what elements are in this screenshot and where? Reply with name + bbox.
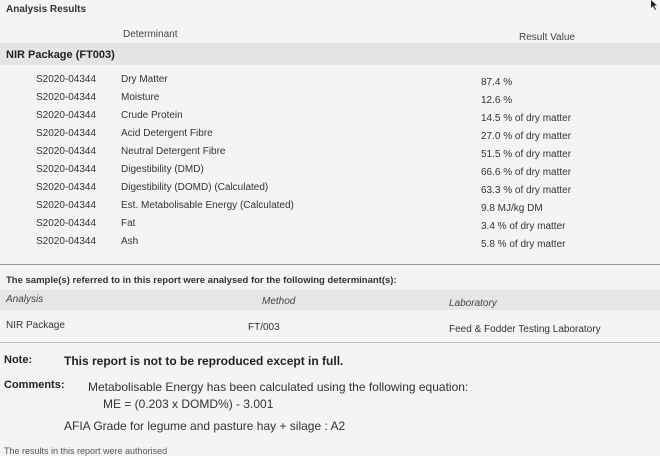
comments-equation: ME = (0.203 x DOMD%) - 3.001 [103,397,274,411]
result-value: 14.5 % of dry matter [481,113,572,124]
sample-id: S2020-04344 [36,236,97,247]
comments-grade: AFIA Grade for legume and pasture hay + silage : A2 [64,419,346,433]
note-text: This report is not to be reproduced except in full. [64,354,344,368]
determinant-name: Est. Metabolisable Energy (Calculated) [121,200,294,211]
determinant-name: Digestibility (DOMD) (Calculated) [121,182,269,193]
determinant-name: Ash [121,236,139,247]
result-row [0,92,660,110]
sample-id: S2020-04344 [36,164,97,175]
column-header-determinant: Determinant [123,29,178,40]
mouse-cursor-icon [650,0,660,10]
determinant-name: Moisture [121,92,160,103]
sample-id: S2020-04344 [36,74,97,85]
result-row [0,200,660,218]
result-row [0,74,660,92]
result-row [0,128,660,146]
result-row [0,182,660,200]
determinant-name: Dry Matter [121,74,168,85]
result-value: 9.8 MJ/kg DM [481,203,543,214]
result-value: 63.3 % of dry matter [481,185,572,196]
analysis-header-band [0,290,660,310]
package-title: NIR Package (FT003) [6,49,115,61]
footer-text: The results in this report were authorised [4,446,168,456]
result-value: 12.6 % [481,95,513,106]
determinant-name: Fat [121,218,136,229]
result-value: 66.6 % of dry matter [481,167,572,178]
sample-id: S2020-04344 [36,218,97,229]
result-value: 51.5 % of dry matter [481,149,572,160]
determinant-name: Neutral Detergent Fibre [121,146,226,157]
analysis-value: NIR Package [6,320,65,331]
sample-id: S2020-04344 [36,146,97,157]
sample-id: S2020-04344 [36,182,97,193]
analysis-header: Analysis [6,294,44,305]
determinant-name: Crude Protein [121,110,183,121]
method-header: Method [262,296,296,307]
result-row [0,110,660,128]
sample-id: S2020-04344 [36,200,97,211]
comments-label: Comments: [4,379,65,391]
result-value: 87.4 % [481,77,513,88]
result-value: 27.0 % of dry matter [481,131,572,142]
comments-text: Metabolisable Energy has been calculated using the following equation: [88,380,469,394]
result-row [0,218,660,236]
sample-id: S2020-04344 [36,110,97,121]
analysed-statement: The sample(s) referred to in this report were analysed for the following determinant(s): [6,275,397,286]
result-row [0,236,660,254]
sample-id: S2020-04344 [36,128,97,139]
method-value: FT/003 [248,322,280,333]
note-label: Note: [4,354,33,366]
result-row [0,164,660,182]
determinant-name: Acid Detergent Fibre [121,128,213,139]
result-row [0,146,660,164]
result-value: 3.4 % of dry matter [481,221,566,232]
divider [0,264,660,265]
laboratory-value: Feed & Fodder Testing Laboratory [449,324,601,335]
determinant-name: Digestibility (DMD) [121,164,204,175]
column-header-result-value: Result Value [519,32,575,43]
laboratory-header: Laboratory [449,298,497,309]
result-value: 5.8 % of dry matter [481,239,566,250]
section-title: Analysis Results [6,4,87,15]
divider [0,342,660,343]
sample-id: S2020-04344 [36,92,97,103]
